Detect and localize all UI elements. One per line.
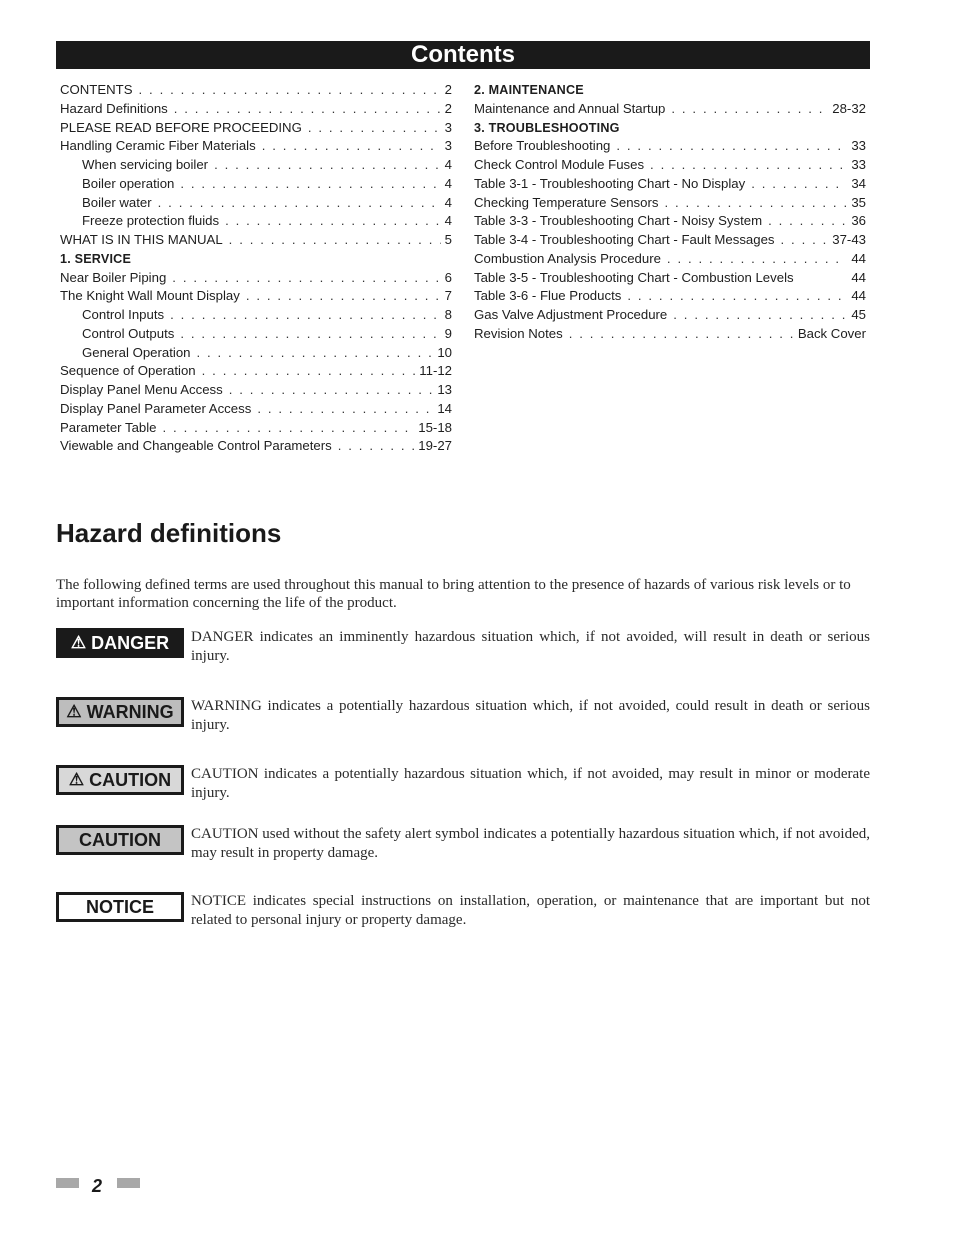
toc-leader — [616, 137, 847, 156]
toc-leader — [569, 325, 794, 344]
toc-entry[interactable] — [60, 419, 452, 438]
toc-section-heading — [474, 81, 866, 100]
toc-entry-title: Parameter Table — [60, 419, 157, 435]
toc-leader — [197, 344, 434, 363]
toc-entry-title: Table 3-5 - Troubleshooting Chart - Combustion Levels — [474, 269, 794, 285]
toc-leader — [139, 81, 441, 100]
toc-leader — [768, 212, 847, 231]
warning-triangle-icon: ⚠ — [66, 702, 82, 721]
toc-entry[interactable] — [60, 287, 452, 306]
toc-entry-page: 35 — [851, 194, 866, 210]
toc-entry[interactable] — [60, 175, 452, 194]
toc-entry-title: Checking Temperature Sensors — [474, 194, 659, 210]
toc-leader — [338, 437, 415, 456]
toc-section-title: 3. TROUBLESHOOTING — [474, 120, 620, 135]
toc-entry-page: 8 — [444, 307, 452, 322]
toc-leader — [246, 287, 441, 306]
toc-entry-title: The Knight Wall Mount Display — [60, 288, 240, 304]
toc-entry-title: Maintenance and Annual Startup — [474, 100, 666, 116]
toc-entry-page: 5 — [444, 232, 452, 247]
toc-entry[interactable] — [60, 400, 452, 419]
toc-entry-title: Display Panel Parameter Access — [60, 400, 252, 416]
toc-entry[interactable] — [60, 137, 452, 156]
toc-entry-page: 7 — [444, 288, 452, 304]
toc-entry[interactable] — [60, 306, 452, 325]
toc-entry-page: 28-32 — [832, 100, 866, 116]
toc-entry-page: 13 — [437, 382, 452, 397]
toc-leader — [180, 325, 440, 344]
notice-label-text: NOTICE — [85, 896, 154, 917]
toc-leader — [751, 175, 847, 194]
toc-entry-title: Near Boiler Piping — [60, 269, 167, 285]
caution-plain-label — [56, 825, 184, 855]
toc-entry-title: Table 3-4 - Troubleshooting Chart - Fault Messages — [474, 232, 775, 247]
toc-entry-page: 33 — [851, 138, 866, 154]
caution-label — [56, 765, 184, 795]
toc-leader — [308, 119, 441, 138]
toc-entry[interactable] — [60, 119, 452, 138]
toc-leader — [158, 194, 441, 213]
toc-entry-title: Table 3-3 - Troubleshooting Chart - Noisy System — [474, 213, 763, 229]
toc-leader — [229, 381, 434, 400]
page-number: 2 — [92, 1176, 103, 1196]
toc-entry-title: Revision Notes — [474, 325, 563, 341]
caution-plain-label-text: CAUTION — [79, 829, 161, 850]
toc-entry[interactable] — [474, 250, 866, 269]
toc-entry-title: Display Panel Menu Access — [60, 382, 223, 397]
toc-leader — [650, 156, 847, 175]
toc-entry[interactable] — [60, 156, 452, 175]
toc-leader — [170, 306, 441, 325]
toc-entry[interactable] — [474, 231, 866, 250]
warning-label — [56, 697, 184, 727]
toc-entry-page: 15-18 — [418, 419, 452, 435]
toc-entry-page: 4 — [444, 175, 452, 191]
toc-entry[interactable] — [60, 100, 452, 119]
toc-entry-title: General Operation — [82, 344, 191, 360]
toc-entry-title: Sequence of Operation — [60, 363, 196, 379]
toc-section-title: 2. MAINTENANCE — [474, 83, 584, 97]
toc-entry-page: 33 — [851, 157, 866, 172]
toc-leader — [225, 212, 441, 231]
toc-leader — [172, 269, 440, 288]
toc-entry-title: CONTENTS — [60, 82, 133, 97]
toc-leader — [627, 287, 847, 306]
toc-entry[interactable] — [60, 81, 452, 100]
danger-label — [56, 628, 184, 658]
warning-triangle-icon: ⚠ — [70, 633, 87, 652]
toc-leader — [671, 100, 828, 119]
toc-entry-title: Handling Ceramic Fiber Materials — [60, 138, 256, 154]
toc-entry-page: 2 — [444, 82, 452, 97]
notice-label — [56, 892, 184, 922]
toc-entry[interactable] — [60, 269, 452, 288]
warning-description: WARNING indicates a potentially hazardous situation which, if not avoided, could result in death or serious injury. — [191, 698, 870, 733]
toc-entry-title: Hazard Definitions — [60, 100, 168, 116]
toc-entry-page: 11-12 — [419, 363, 452, 379]
toc-section-heading — [60, 250, 452, 269]
toc-entry[interactable] — [60, 381, 452, 400]
toc-section-heading — [474, 119, 866, 138]
toc-entry[interactable] — [60, 437, 452, 456]
toc-entry[interactable] — [60, 194, 452, 213]
toc-leader — [174, 100, 441, 119]
toc-entry-page: 44 — [851, 269, 866, 285]
contents-title: Contents — [56, 41, 870, 69]
toc-entry-title: PLEASE READ BEFORE PROCEEDING — [60, 119, 302, 135]
toc-entry-title: Gas Valve Adjustment Procedure — [474, 307, 668, 322]
toc-leader — [673, 306, 847, 325]
toc-entry-title: Check Control Module Fuses — [474, 157, 645, 172]
toc-entry-title: Control Outputs — [82, 325, 175, 341]
toc-entry-title: Boiler operation — [82, 175, 175, 191]
toc-entry-page: 3 — [444, 138, 452, 154]
toc-entry[interactable] — [474, 306, 866, 325]
toc-entry-title: When servicing boiler — [82, 157, 209, 172]
toc-right-column — [474, 81, 866, 344]
toc-leader — [202, 362, 416, 381]
toc-entry[interactable] — [474, 194, 866, 213]
toc-entry-title: Before Troubleshooting — [474, 138, 611, 154]
toc-entry-title: Control Inputs — [82, 307, 165, 322]
toc-entry[interactable] — [474, 137, 866, 156]
toc-entry-page: Back Cover — [797, 325, 866, 341]
warning-triangle-icon: ⚠ — [68, 770, 85, 789]
toc-entry[interactable] — [474, 212, 866, 231]
toc-leader — [214, 156, 441, 175]
toc-entry-title: Boiler water — [82, 194, 152, 210]
toc-entry-title: WHAT IS IN THIS MANUAL — [60, 232, 223, 247]
warning-label-text: WARNING — [86, 701, 174, 722]
toc-entry[interactable] — [60, 231, 452, 250]
toc-left-column — [60, 81, 452, 456]
toc-entry-page: 6 — [444, 269, 452, 285]
toc-leader — [781, 231, 829, 250]
toc-entry-page: 9 — [444, 325, 452, 341]
toc-entry-page: 14 — [437, 400, 452, 416]
toc-entry[interactable] — [474, 287, 866, 306]
toc-leader — [180, 175, 440, 194]
toc-entry[interactable] — [474, 269, 866, 288]
hazard-definitions-heading: Hazard definitions — [56, 518, 282, 548]
toc-entry-title: Table 3-1 - Troubleshooting Chart - No Display — [474, 175, 746, 191]
toc-entry-page: 45 — [851, 307, 866, 322]
toc-entry[interactable] — [60, 344, 452, 363]
notice-description: NOTICE indicates special instructions on installation, operation, or maintenance that are important but not related to personal injury or property damage. — [191, 893, 870, 928]
caution-label-text: CAUTION — [89, 769, 172, 790]
toc-entry-page: 44 — [851, 250, 866, 266]
toc-leader — [163, 419, 415, 438]
toc-entry-page: 10 — [437, 344, 452, 360]
toc-entry-title: Freeze protection fluids — [82, 213, 220, 229]
toc-entry-title: Table 3-6 - Flue Products — [474, 288, 622, 304]
toc-entry-page: 3 — [444, 119, 452, 135]
footer-bar-right — [117, 1178, 140, 1188]
danger-label-text: DANGER — [91, 632, 170, 653]
toc-leader — [229, 231, 441, 250]
toc-entry[interactable] — [474, 175, 866, 194]
toc-entry-page: 4 — [444, 194, 452, 210]
toc-entry[interactable] — [60, 212, 452, 231]
toc-entry-page: 2 — [444, 100, 452, 116]
toc-entry[interactable] — [474, 156, 866, 175]
toc-entry-page: 4 — [444, 213, 452, 229]
toc-entry[interactable] — [60, 362, 452, 381]
caution-plain-description: CAUTION used without the safety alert symbol indicates a potentially hazardous situation which, if not avoided, may result in property damage. — [191, 826, 870, 861]
toc-entry[interactable] — [474, 100, 866, 119]
toc-entry-page: 19-27 — [418, 438, 452, 454]
footer-bar-left — [56, 1178, 79, 1188]
toc-entry[interactable] — [60, 325, 452, 344]
toc-entry-page: 37-43 — [832, 232, 866, 247]
toc-entry-page: 44 — [851, 288, 866, 304]
toc-entry-title: Combustion Analysis Procedure — [474, 250, 661, 266]
danger-description: DANGER indicates an imminently hazardous situation which, if not avoided, will result in death or serious injury. — [191, 629, 870, 664]
toc-entry-title: Viewable and Changeable Control Parameters — [60, 438, 332, 454]
toc-leader — [262, 137, 441, 156]
toc-leader — [257, 400, 433, 419]
hazard-intro-text: The following defined terms are used throughout this manual to bring attention to the presence of hazards of various risk levels or to important information concerning the life of the product. — [56, 577, 851, 611]
toc-entry-page: 36 — [851, 213, 866, 229]
toc-leader — [667, 250, 847, 269]
toc-entry[interactable] — [474, 325, 866, 344]
toc-leader — [664, 194, 847, 213]
toc-entry-page: 4 — [444, 157, 452, 172]
toc-section-title: 1. SERVICE — [60, 251, 132, 266]
toc-entry-page: 34 — [851, 175, 866, 191]
caution-description: CAUTION indicates a potentially hazardous situation which, if not avoided, may result in minor or moderate injury. — [191, 766, 870, 801]
